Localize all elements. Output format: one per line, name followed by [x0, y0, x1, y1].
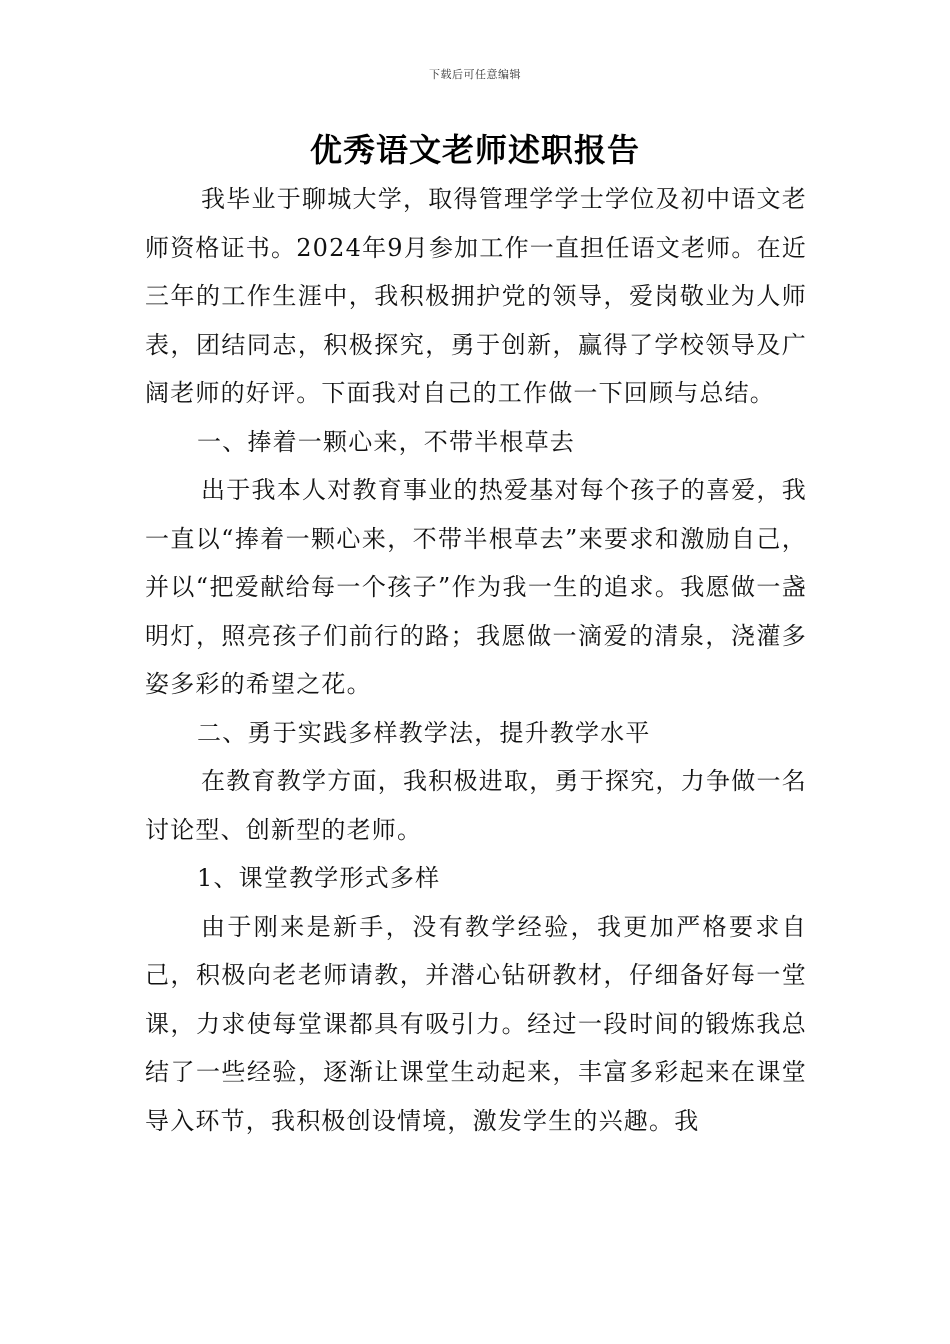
- download-note: 下载后可任意编辑: [429, 68, 521, 81]
- paragraph-subsection-1: 由于刚来是新手，没有教学经验，我更加严格要求自己，积极向老老师请教，并潜心钻研教材，仔细备好每一堂课，力求使每堂课都具有吸引力。经过一段时间的锻炼我总结了一些经验，逐渐让课堂生动起来，丰富多彩起来在课堂导入环节，我积极创设情境，激发学生的兴趣。我: [145, 912, 807, 1135]
- document-title: 优秀语文老师述职报告: [309, 131, 640, 169]
- section-heading-1: 一、捧着一颗心来，不带半根草去: [197, 427, 575, 456]
- paragraph-section-1: 出于我本人对教育事业的热爱基对每个孩子的喜爱，我一直以“捧着一颗心来，不带半根草去”来要求和激励自己，并以“把爱献给每一个孩子”作为我一生的追求。我愿做一盏明灯，照亮孩子们前行的路；我愿做一滴爱的清泉，浇灌多姿多彩的希望之花。: [145, 476, 807, 698]
- subsection-heading-1: 1、课堂教学形式多样: [197, 864, 441, 892]
- paragraph-section-2: 在教育教学方面，我积极进取，勇于探究，力争做一名讨论型、创新型的老师。: [145, 767, 807, 844]
- section-heading-2: 二、勇于实践多样教学法，提升教学水平: [197, 718, 651, 747]
- paragraph-intro: 我毕业于聊城大学，取得管理学学士学位及初中语文老师资格证书。2024年9月参加工作一直担任语文老师。在近三年的工作生涯中，我积极拥护党的领导，爱岗敬业为人师表，团结同志，积极探究，勇于创新，赢得了学校领导及广阔老师的好评。下面我对自己的工作做一下回顾与总结。: [145, 185, 807, 407]
- document-body: [145, 175, 807, 1145]
